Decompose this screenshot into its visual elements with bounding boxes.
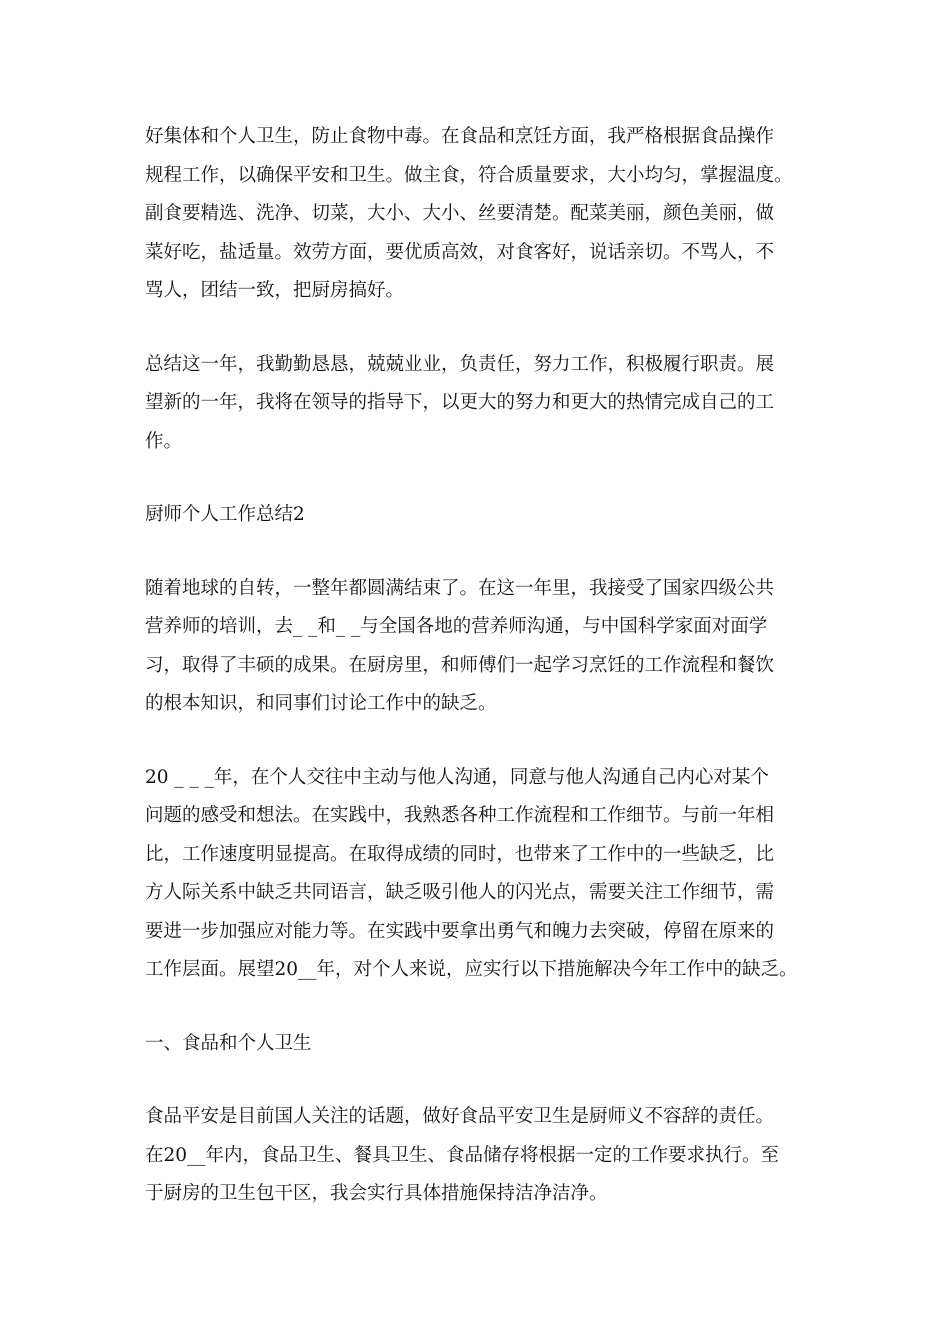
text-line: 好集体和个人卫生，防止食物中毒。在食品和烹饪方面，我严格根据食品操作 — [145, 126, 775, 147]
text-line: 骂人，团结一致，把厨房搞好。 — [145, 280, 405, 301]
text-line: 比，工作速度明显提高。在取得成绩的同时，也带来了工作中的一些缺乏，比 — [145, 843, 775, 865]
text-line: 习，取得了丰硕的成果。在厨房里，和师傅们一起学习烹饪的工作流程和餐饮 — [145, 654, 775, 676]
paragraph-year-summary — [145, 346, 820, 462]
text-line: 随着地球的自转，一整年都圆满结束了。在这一年里，我接受了国家四级公共 — [145, 577, 775, 599]
text-line: 食品平安是目前国人关注的话题，做好食品平安卫生是厨师义不容辞的责任。 — [145, 1106, 775, 1127]
text-line: 问题的感受和想法。在实践中，我熟悉各种工作流程和工作细节。与前一年相 — [145, 805, 775, 826]
text-line: 于厨房的卫生包干区，我会实行具体措施保持洁净洁净。 — [145, 1183, 608, 1204]
section-heading-summary-2: 厨师个人工作总结2 — [145, 504, 305, 525]
paragraph-food-safety — [145, 1098, 820, 1214]
paragraph-training — [145, 570, 820, 724]
text-line: 规程工作，以确保平安和卫生。做主食，符合质量要求，大小均匀，掌握温度。 — [145, 164, 793, 186]
text-line: 要进一步加强应对能力等。在实践中要拿出勇气和魄力去突破，停留在原来的 — [145, 920, 775, 942]
text-line: 营养师的培训，去_ _和_ _与全国各地的营养师沟通，与中国科学家面对面学 — [145, 616, 768, 637]
text-line: 总结这一年，我勤勤恳恳，兢兢业业，负责任，努力工作，积极履行职责。展 — [145, 353, 775, 375]
text-line: 在20__年内，食品卫生、餐具卫生、食品储存将根据一定的工作要求执行。至 — [145, 1144, 780, 1166]
section-heading-food-hygiene: 一、食品和个人卫生 — [145, 1032, 312, 1054]
text-line: 20 _ _ _年，在个人交往中主动与他人沟通，同意与他人沟通自己内心对某个 — [145, 766, 769, 788]
text-line: 望新的一年，我将在领导的指导下，以更大的努力和更大的热情完成自己的工 — [145, 392, 775, 413]
text-line: 的根本知识，和同事们讨论工作中的缺乏。 — [145, 693, 497, 714]
text-line: 作。 — [145, 430, 183, 452]
text-line: 方人际关系中缺乏共同语言，缺乏吸引他人的闪光点，需要关注工作细节，需 — [145, 882, 775, 903]
text-line: 副食要精选、洗净、切菜，大小、大小、丝要清楚。配菜美丽，颜色美丽，做 — [145, 203, 775, 224]
paragraph-communication — [145, 759, 820, 990]
text-line: 菜好吃，盐适量。效劳方面，要优质高效，对食客好，说话亲切。不骂人，不 — [145, 241, 775, 263]
text-line: 工作层面。展望20__年，对个人来说，应实行以下措施解决今年工作中的缺乏。 — [145, 959, 798, 980]
paragraph-hygiene-cooking — [145, 118, 820, 311]
document-body — [145, 118, 820, 1249]
